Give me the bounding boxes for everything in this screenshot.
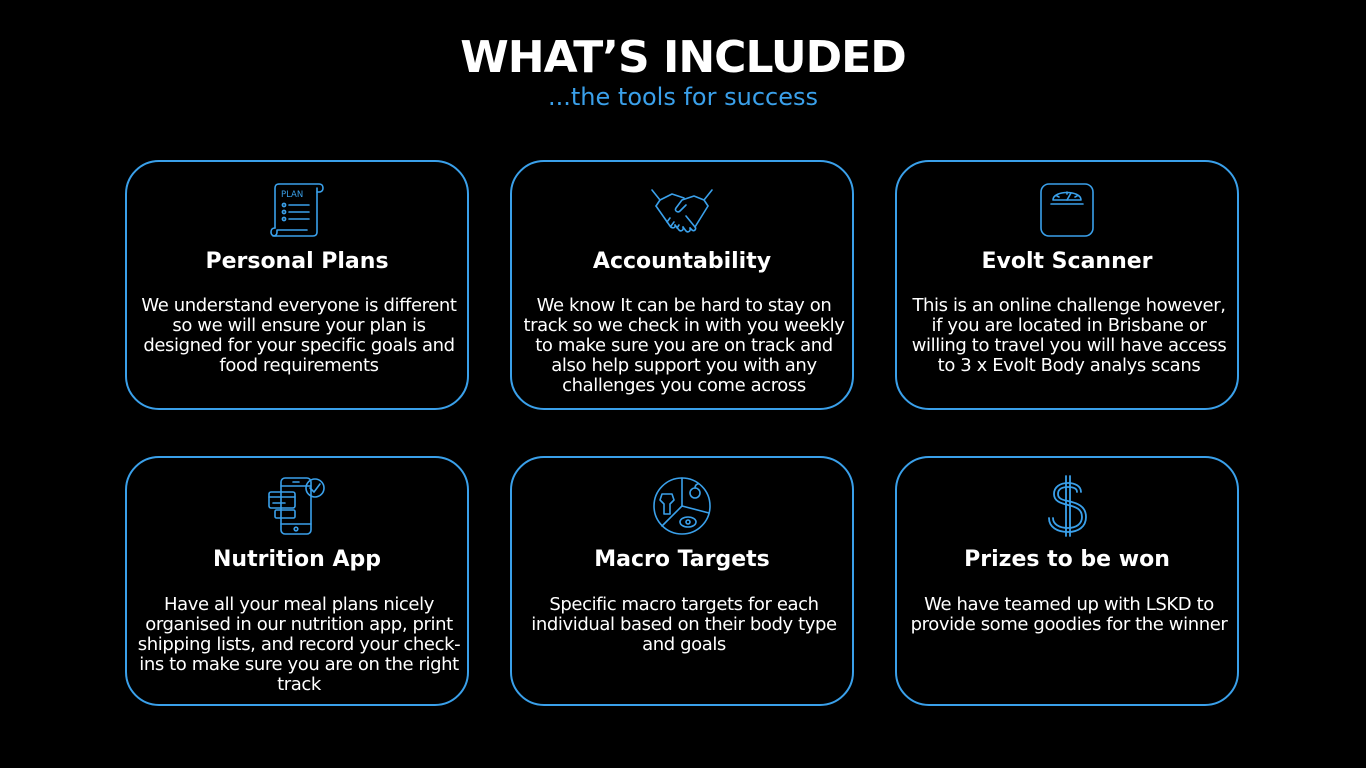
card-description: We understand everyone is different so we will ensure your plan is designed for your specific goals and food requirements bbox=[141, 295, 457, 376]
page-subtitle: ...the tools for success bbox=[548, 83, 818, 111]
plan-scroll-icon bbox=[265, 178, 329, 242]
svg-text:PLAN: PLAN bbox=[281, 190, 304, 200]
card-title: Nutrition App bbox=[213, 547, 381, 572]
feature-card-evolt-scanner bbox=[895, 160, 1239, 410]
card-description: This is an online challenge however, if you are located in Brisbane or willing to travel you will have access to 3 x Evolt Body analys scans bbox=[911, 295, 1227, 376]
feature-card-macro-targets bbox=[510, 456, 854, 706]
phone-app-icon bbox=[265, 474, 329, 538]
card-title: Prizes to be won bbox=[964, 547, 1170, 572]
feature-card-nutrition-app bbox=[125, 456, 469, 706]
feature-card-prizes bbox=[895, 456, 1239, 706]
feature-card-accountability bbox=[510, 160, 854, 410]
body-scale-icon bbox=[1035, 178, 1099, 242]
card-title: Macro Targets bbox=[594, 547, 770, 572]
page-title: WHAT’S INCLUDED bbox=[460, 32, 906, 83]
card-title: Accountability bbox=[592, 249, 772, 274]
macro-pie-icon bbox=[650, 474, 714, 538]
page-header bbox=[0, 30, 1366, 110]
card-description: Have all your meal plans nicely organised in our nutrition app, print shipping lists, and record your check-ins to make sure you are on the right track bbox=[137, 594, 461, 695]
dollar-sign-icon bbox=[1035, 474, 1099, 538]
handshake-icon bbox=[650, 178, 714, 242]
card-description: Specific macro targets for each individual based on their body type and goals bbox=[531, 594, 837, 655]
card-description: We have teamed up with LSKD to provide some goodies for the winner bbox=[910, 594, 1228, 635]
card-description: We know It can be hard to stay on track so we check in with you weekly to make sure you are on track and also help support you with any challenges you come across bbox=[523, 295, 845, 396]
card-title: Personal Plans bbox=[205, 249, 389, 274]
card-title: Evolt Scanner bbox=[981, 249, 1153, 274]
feature-card-personal-plans bbox=[125, 160, 469, 410]
